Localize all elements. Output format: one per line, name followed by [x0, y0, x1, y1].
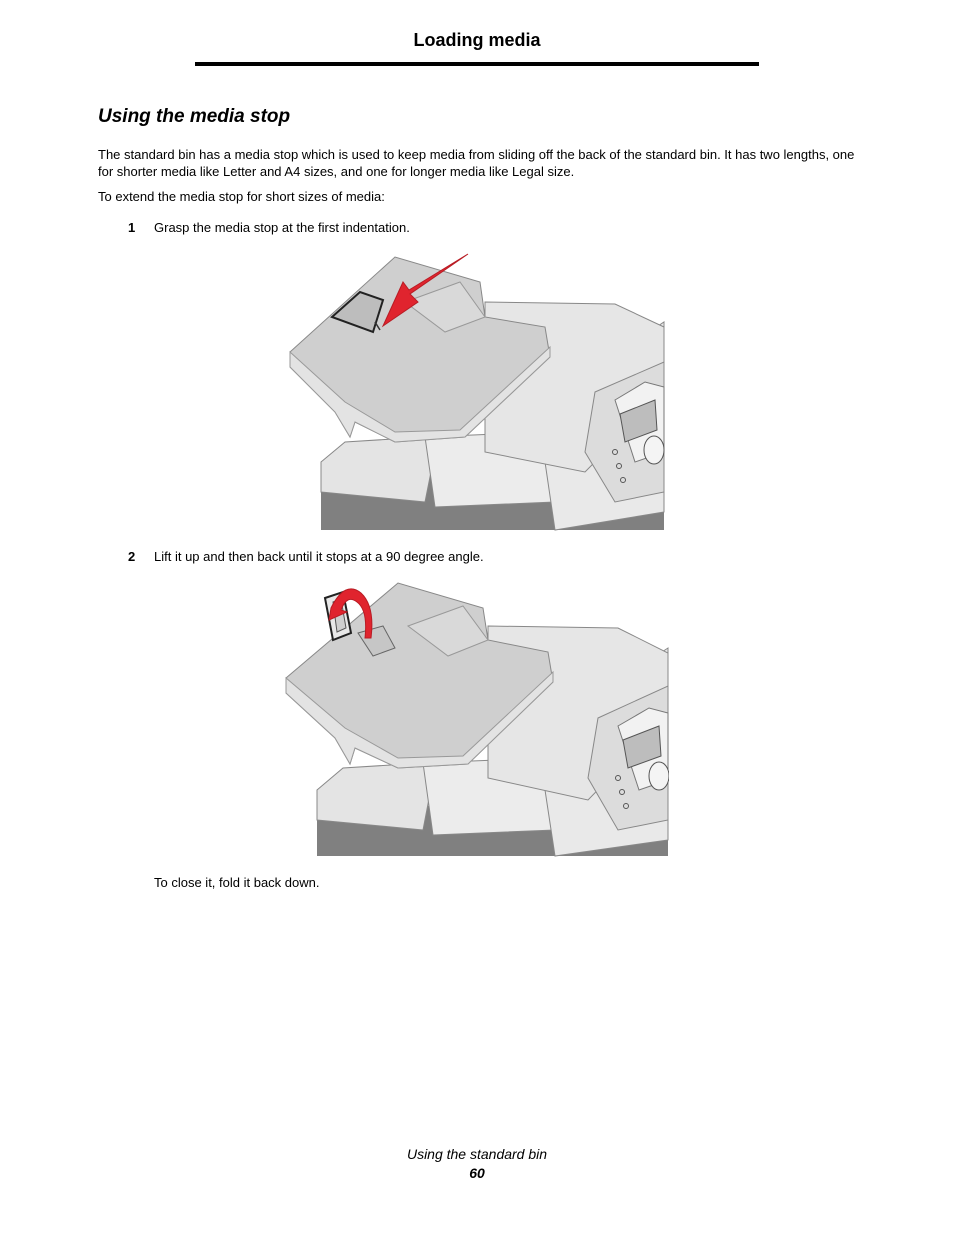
page-number: 60: [469, 1165, 485, 1181]
step-number: 2: [128, 549, 136, 564]
header-rule: [195, 62, 759, 66]
lead-paragraph: To extend the media stop for short sizes of media:: [98, 189, 385, 204]
closing-paragraph: To close it, fold it back down.: [154, 875, 320, 890]
step-1: [128, 219, 410, 236]
printer-bin-lift-illustration: [283, 578, 669, 858]
section-title: Using the media stop: [98, 106, 291, 127]
intro-paragraph: The standard bin has a media stop which is used to keep media from sliding off the back of the standard bin. It has two lengths, one for shorter media like Letter and A4 sizes, and one for longer media like Legal size.: [98, 147, 855, 179]
step-text: Grasp the media stop at the first indentation.: [154, 220, 410, 235]
printer-bin-grasp-illustration: [285, 252, 665, 532]
step-text: Lift it up and then back until it stops at a 90 degree angle.: [154, 549, 484, 564]
footer-caption: Using the standard bin: [406, 1146, 548, 1162]
step-number: 1: [128, 220, 136, 235]
step-2: [128, 548, 484, 565]
page-header-title: Loading media: [413, 30, 541, 50]
